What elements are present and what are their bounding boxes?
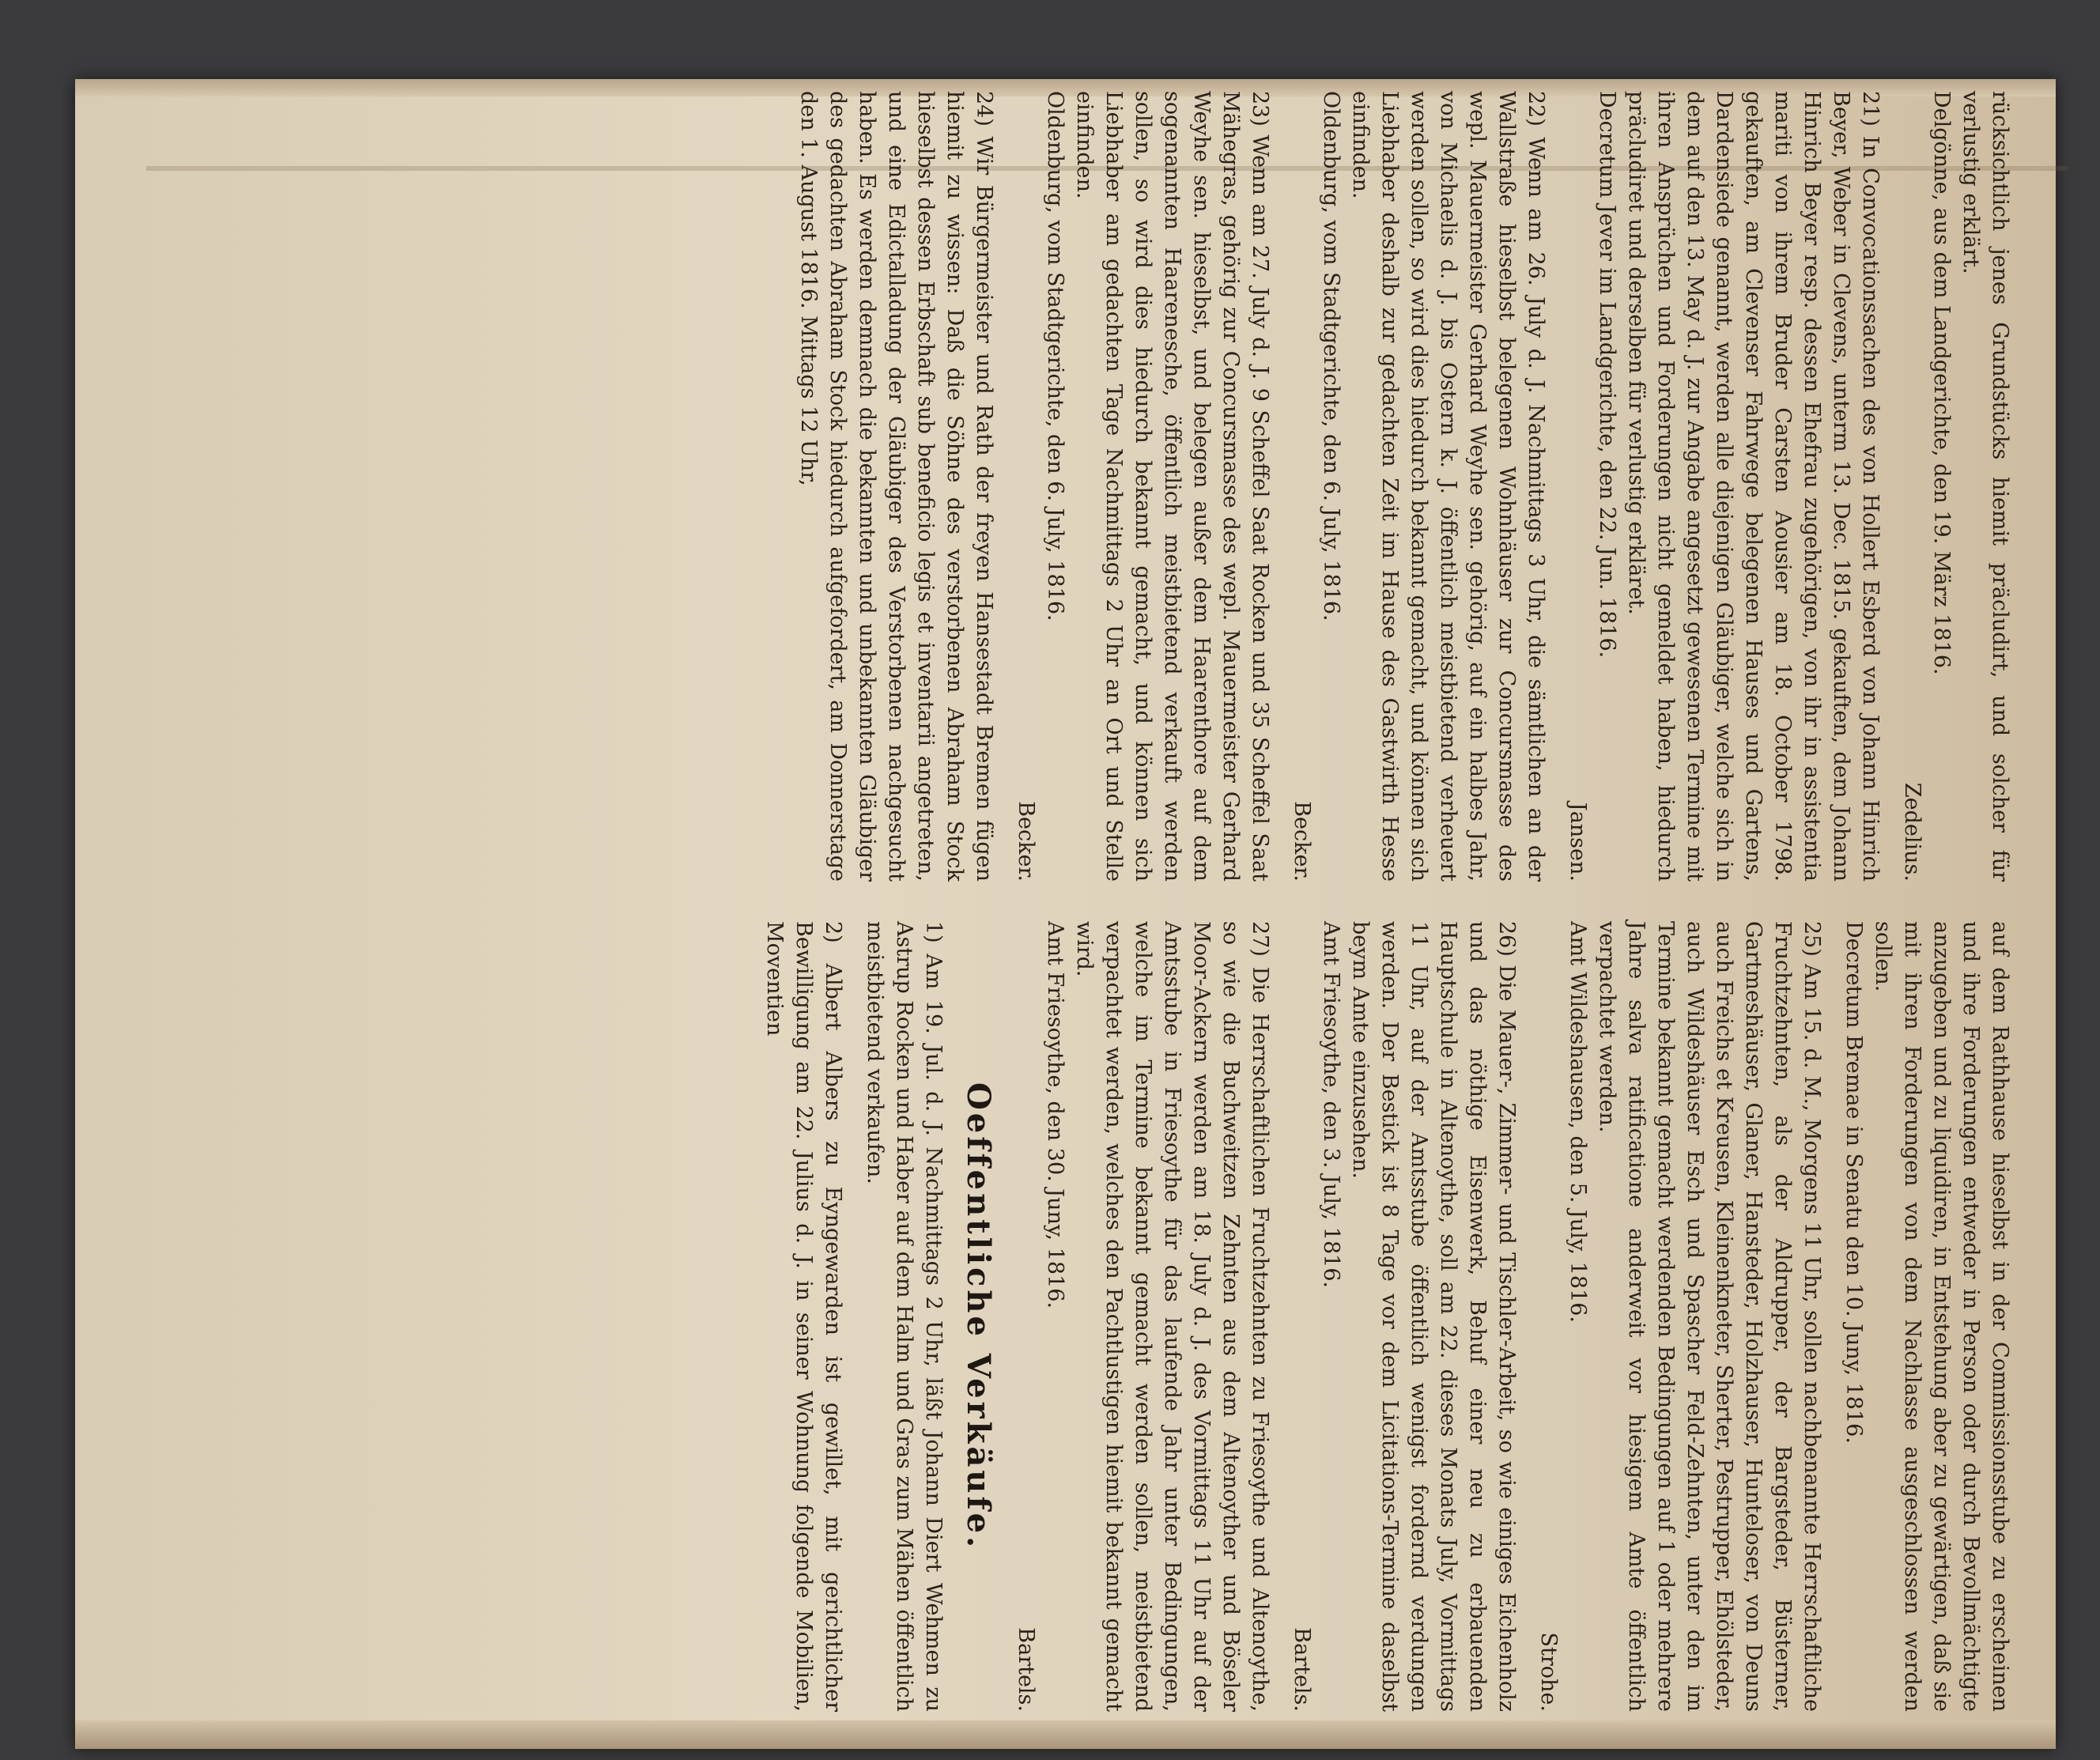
notice-21 [1563, 91, 1885, 882]
notice-location: Decretum Bremae in Senatu den 10. Juny, 1816. [1841, 921, 1866, 1444]
notice-location: Oldenburg, vom Stadtgerichte, den 6. July, 1816. [1043, 91, 1067, 621]
right-column [85, 921, 2015, 1712]
notice-signature: Zedelius. [1900, 782, 1924, 882]
notice-24-continued [1839, 921, 2015, 1712]
sale-notice-1 [860, 921, 948, 1712]
notice-text: 23) Wenn am 27. July d. J. 9 Scheffel Saat Rocken und 35 Scheffel Saat Mähegras, gehörig zur Concursmasse des wepl. Mauermeister Gerhard Weyhe sen. hieselbst, und belegen außer dem Haarenthore auf dem sogenannten Haarenesche, öffentlich meistbietend verkauft werden sollen, so wird dies hiedurch bekannt gemacht, und können sich Liebhaber am gedachten Tage Nachmittags 2 Uhr an Ort und Stelle einfinden. [1072, 91, 1272, 882]
notice-location: Decretum Jever im Landgerichte, den 22. Jun. 1816. [1595, 91, 1619, 659]
notice-text: 1) Am 19. Jul. d. J. Nachmittags 2 Uhr, läßt Johann Diert Wehmen zu Astrup Rocken und Haber auf dem Halm und Gras zum Mähen öffentlich meistbietend verkaufen. [863, 921, 946, 1712]
notice-signature: Becker. [1014, 801, 1038, 882]
notice-location: Amt Wildeshausen, den 5. July, 1816. [1566, 921, 1590, 1324]
notice-signature: Bartels. [1290, 1627, 1314, 1712]
notice-22 [1287, 91, 1550, 882]
notice-signature: Strohe. [1536, 1632, 1561, 1712]
notice-text: 22) Wenn am 26. July d. J. Nachmittags 3 Uhr, die sämtlichen an der Wallstraße hieselbst belegenen Wohnhäuser zur Concursmasse des wepl. Mauermeister Gerhard Weyhe sen. gehörig, auf ein halbes Jahr, von Michaelis d. J. bis Ostern k. J. öffentlich meistbietend verheuert werden sollen, so wird dies hiedurch bekannt gemacht, und können sich Liebhaber deshalb zur gedachten Zeit im Hause des Gastwirth Hesse einfinden. [1348, 91, 1548, 882]
notice-signature: Becker. [1290, 801, 1314, 882]
notice-text: 27) Die Herrschaftlichen Fruchtzehnten zu Friesoythe und Altenoythe, so wie die Buchweitzen Zehnten aus dem Altenoyther und Böseler Moor-Ackern werden am 18. July d. J. des Vormittags 11 Uhr auf der Amtsstube in Friesoythe für das laufende Jahr unter Bedingungen, welche im Termine bekannt gemacht werden sollen, meistbietend verpachtet werden, welches den Pachtlustigen hiemit bekannt gemacht wird. [1072, 921, 1272, 1712]
notice-26 [1287, 921, 1521, 1712]
notice-23 [1011, 91, 1275, 882]
rotated-text-block [85, 91, 2015, 1712]
notice-signature: Jansen. [1566, 802, 1590, 882]
notice-text: 21) In Convocationssachen des von Hollert Esberd von Johann Hinrich Beyer, Weber in Clevens, unterm 13. Dec. 1815. gekauften, dem Johann Hinrich Beyer resp. dessen Ehefrau zugehörigen, von ihr in assistentia mariti von ihrem Bruder Carsten Aousier am 18. October 1798. gekauften, am Clevenser Fahrwege belegenen Hauses und Gartens, Dardensiede genannt, werden alle diejenigen Gläubiger, welche sich in dem auf den 13. May d. J. zur Angabe angesetzt gewesenen Termine mit ihren Ansprüchen und Forderungen nicht gemeldet haben, hiedurch präcludiret und derselben für verlustig erkläret. [1624, 91, 1883, 882]
left-column [85, 91, 2015, 882]
notice-20-tail [1898, 91, 2015, 882]
sale-notice-2 [760, 921, 848, 1712]
notice-text: rücksichtlich jenes Grundstücks hiemit präcludirt, und solcher für verlustig erklärt. [1958, 91, 2012, 882]
notice-text: 25) Am 15. d. M., Morgens 11 Uhr, sollen nachbenannte Herrschaftliche Fruchtzehnten, als der Aldrupper, der Bargsteder, Büsterner, Gartmeshäuser, Glaner, Hansteder, Holzhauser, Hunteloser, von Deuns auch Freichs et Kreusen, Kleinenkneter, Sherter, Pestrupper, Ehölsteder, auch Wildeshäuser Esch und Spascher Feld-Zehnten, unter den im Termine bekannt gemacht werdenden Bedingungen auf 1 oder mehrere Jahre salva ratificatione anderweit vor hiesigem Amte öffentlich verpachtet werden. [1595, 921, 1824, 1712]
notice-location: Oldenburg, vom Stadtgerichte, den 6. July, 1816. [1319, 91, 1343, 621]
notice-text: auf dem Rathhause hieselbst in der Commissionsstube zu erscheinen und ihre Forderungen entweder in Person oder durch Bevollmächtigte anzugeben und zu liquidiren, in Entstehung aber zu gewärtigen, daß sie mit ihren Forderungen von dem Nachlasse ausgeschlossen werden sollen. [1871, 921, 2012, 1712]
notice-text: 26) Die Mauer-, Zimmer- und Tischler-Arbeit, so wie einiges Eichenholz und das nöthige Eisenwerk, Behuf einer neu zu erbauenden Hauptschule in Altenoythe, soll am 22. dieses Monats July, Vormittags 11 Uhr, auf der Amtsstube öffentlich wenigst fordernd verdungen werden. Der Bestick ist 8 Tage vor dem Licitations-Termine daselbst beym Amte einzusehen. [1348, 921, 1519, 1712]
notice-27 [1011, 921, 1275, 1712]
notice-25 [1534, 921, 1826, 1712]
section-heading-public-sales: Oeffentliche Verkäufe. [960, 1082, 997, 1551]
notice-location: Delgönne, aus dem Landgerichte, den 19. März 1816. [1929, 91, 1954, 675]
notice-location: Amt Friesoythe, den 30. Juny, 1816. [1043, 921, 1067, 1309]
page-edge-bottom [75, 1720, 2056, 1749]
notice-signature: Bartels. [1014, 1627, 1038, 1712]
notice-text: 24) Wir Bürgermeister und Rath der freyen Hansestadt Bremen fügen hiemit zu wissen: Daß die Söhne des verstorbenen Abraham Stock hieselbst dessen Erbschaft sub beneficio legis et inventarii angetreten, und eine Edictalladung der Gläubiger des Verstorbenen nachgesucht haben. Es werden demnach die bekannten und unbekannten Gläubiger des gedachten Abraham Stock hiedurch aufgefordert, am Donnerstage den 1. August 1816. Mittags 12 Uhr, [796, 91, 996, 882]
notice-text: 2) Albert Albers zu Eyngewarden ist gewillet, mit gerichtlicher Bewilligung am 22. Julius d. J. in seiner Wohnung folgende Mobilien, Moventien [762, 921, 845, 1712]
notice-location: Amt Friesoythe, den 3. July, 1816. [1319, 921, 1343, 1289]
notice-24 [794, 91, 999, 882]
